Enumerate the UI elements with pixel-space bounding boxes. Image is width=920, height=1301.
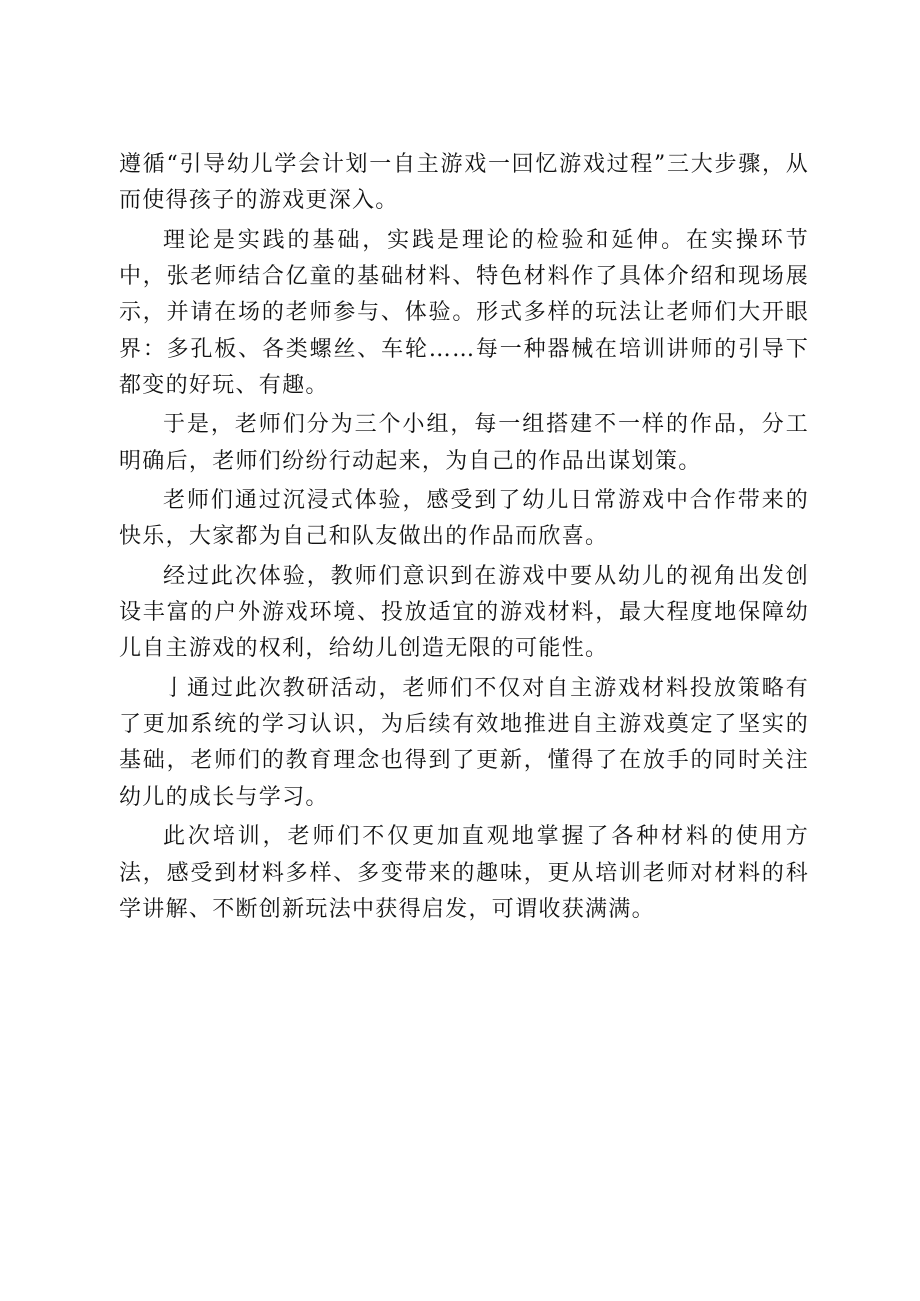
- paragraph-immersive-experience: 老师们通过沉浸式体验，感受到了幼儿日常游戏中合作带来的快乐，大家都为自己和队友做出的作品而欣喜。: [119, 488, 809, 550]
- paragraph-continuation: 遵循“引导幼儿学会计划一自主游戏一回忆游戏过程”三大步骤，从而使得孩子的游戏更深入。: [119, 152, 809, 214]
- paragraph-research-activity: 亅通过此次教研活动，老师们不仅对自主游戏材料投放策略有了更加系统的学习认识，为后续有效地推进自主游戏奠定了坚实的基础，老师们的教育理念也得到了更新，懂得了在放手的同时关注幼儿的成长与学习。: [119, 675, 809, 810]
- document-body: [119, 147, 809, 931]
- paragraph-groups: 于是，老师们分为三个小组，每一组搭建不一样的作品，分工明确后，老师们纷纷行动起来，为自己的作品出谋划策。: [119, 412, 809, 474]
- paragraph-training-summary: 此次培训，老师们不仅更加直观地掌握了各种材料的使用方法，感受到材料多样、多变带来的趣味，更从培训老师对材料的科学讲解、不断创新玩法中获得启发，可谓收获满满。: [119, 824, 809, 922]
- paragraph-theory-practice: 理论是实践的基础，实践是理论的检验和延伸。在实操环节中，张老师结合亿童的基础材料、特色材料作了具体介绍和现场展示，并请在场的老师参与、体验。形式多样的玩法让老师们大开眼界：多孔板、各类螺丝、车轮……每一种器械在培训讲师的引导下都变的好玩、有趣。: [119, 227, 809, 399]
- paragraph-teacher-awareness: 经过此次体验，教师们意识到在游戏中要从幼儿的视角出发创设丰富的户外游戏环境、投放适宜的游戏材料，最大程度地保障幼儿自主游戏的权利，给幼儿创造无限的可能性。: [119, 563, 809, 662]
